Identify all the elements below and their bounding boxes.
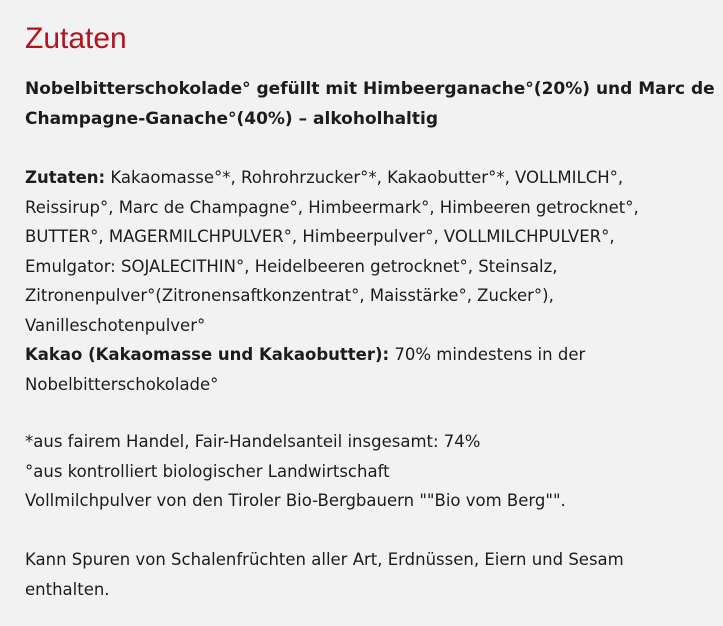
ingredients-line-2: Reissirup°, Marc de Champagne°, Himbeermark°, Himbeeren getrocknet°, — [25, 197, 639, 217]
ingredients-line-5: Zitronenpulver°(Zitronensaftkonzentrat°, Maisstärke°, Zucker°), — [25, 286, 554, 305]
product-description-line-1: Nobelbitterschokolade° gefüllt mit Himbeerganache°(20%) und Marc de — [25, 79, 715, 99]
ingredients-line-3: BUTTER°, MAGERMILCHPULVER°, Himbeerpulver°, VOLLMILCHPULVER°, — [25, 227, 615, 246]
ingredients-label: Zutaten: — [25, 168, 106, 187]
product-description — [25, 74, 715, 134]
cocoa-text-1: 70% mindestens in der — [389, 345, 586, 364]
allergen-warning — [25, 545, 705, 604]
cocoa-label: Kakao (Kakaomasse und Kakaobutter): — [25, 345, 390, 364]
product-description-line-2: Champagne-Ganache°(40%) – alkoholhaltig — [25, 109, 438, 129]
footnotes — [25, 427, 705, 516]
ingredients-list — [25, 163, 705, 399]
ingredients-text-1: Kakaomasse°*, Rohrohrzucker°*, Kakaobutter°*, VOLLMILCH°, — [105, 168, 624, 187]
organic-note: °aus kontrolliert biologischer Landwirtschaft — [25, 461, 390, 481]
allergen-line-2: enthalten. — [25, 579, 110, 599]
allergen-line-1: Kann Spuren von Schalenfrüchten aller Art, Erdnüssen, Eiern und Sesam — [25, 550, 624, 569]
section-heading: Zutaten — [25, 22, 127, 55]
milk-source-note: Vollmilchpulver von den Tiroler Bio-Bergbauern ""Bio vom Berg"". — [25, 491, 566, 510]
cocoa-line-1 — [25, 340, 705, 370]
ingredients-line-6: Vanilleschotenpulver° — [25, 315, 206, 335]
ingredients-line-1 — [25, 163, 705, 193]
fair-trade-note: *aus fairem Handel, Fair-Handelsanteil insgesamt: 74% — [25, 432, 481, 451]
cocoa-line-2: Nobelbitterschokolade° — [25, 374, 219, 394]
ingredients-line-4: Emulgator: SOJALECITHIN°, Heidelbeeren getrocknet°, Steinsalz, — [25, 256, 558, 276]
